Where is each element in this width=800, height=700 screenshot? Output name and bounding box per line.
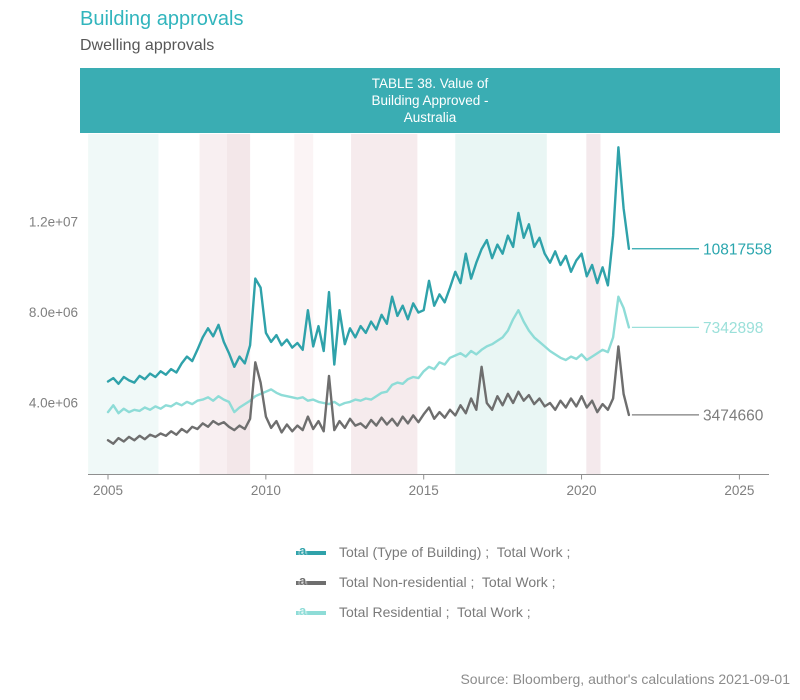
banner-line-2: Building Approved -	[371, 93, 489, 108]
x-tick-label: 2010	[250, 483, 281, 498]
series-end-label: 7342898	[703, 319, 764, 337]
x-axis	[88, 475, 769, 499]
legend-item-total	[296, 537, 570, 567]
x-tick-label: 2005	[92, 483, 124, 498]
legend-line-marker-icon: a	[296, 605, 326, 620]
x-tick-label: 2025	[724, 483, 755, 498]
series-end-label: 10817558	[703, 241, 772, 259]
legend	[296, 537, 570, 627]
y-tick-label: 8.0e+06	[28, 305, 78, 320]
plot-band	[586, 134, 600, 474]
page-subtitle: Dwelling approvals	[80, 37, 215, 54]
plot-band	[455, 134, 547, 474]
y-axis-labels	[29, 215, 78, 411]
series-end-labels	[632, 241, 772, 424]
table-banner	[80, 68, 780, 133]
plot-band	[88, 134, 158, 474]
banner-line-1: TABLE 38. Value of	[371, 76, 489, 91]
x-tick-label: 2015	[408, 483, 439, 498]
legend-item-non-residential	[296, 567, 570, 597]
legend-label: Total Non-residential ; Total Work ;	[339, 574, 556, 590]
page-title: Building approvals	[80, 8, 244, 30]
legend-item-residential	[296, 597, 570, 627]
y-tick-label: 4.0e+06	[28, 395, 78, 411]
x-tick-label: 2020	[566, 483, 597, 498]
legend-line-marker-icon: a	[296, 575, 326, 590]
series-end-label: 3474660	[703, 407, 764, 425]
legend-label: Total Residential ; Total Work ;	[339, 604, 531, 620]
plot-bands	[88, 134, 600, 474]
y-tick-label: 1.2e+07	[28, 214, 78, 230]
banner-line-3: Australia	[403, 110, 457, 125]
source-text: Source: Bloomberg, author's calculations 2021-09-01	[460, 671, 790, 687]
legend-label: Total (Type of Building) ; Total Work ;	[339, 544, 571, 560]
legend-line-marker-icon: a	[296, 545, 326, 560]
